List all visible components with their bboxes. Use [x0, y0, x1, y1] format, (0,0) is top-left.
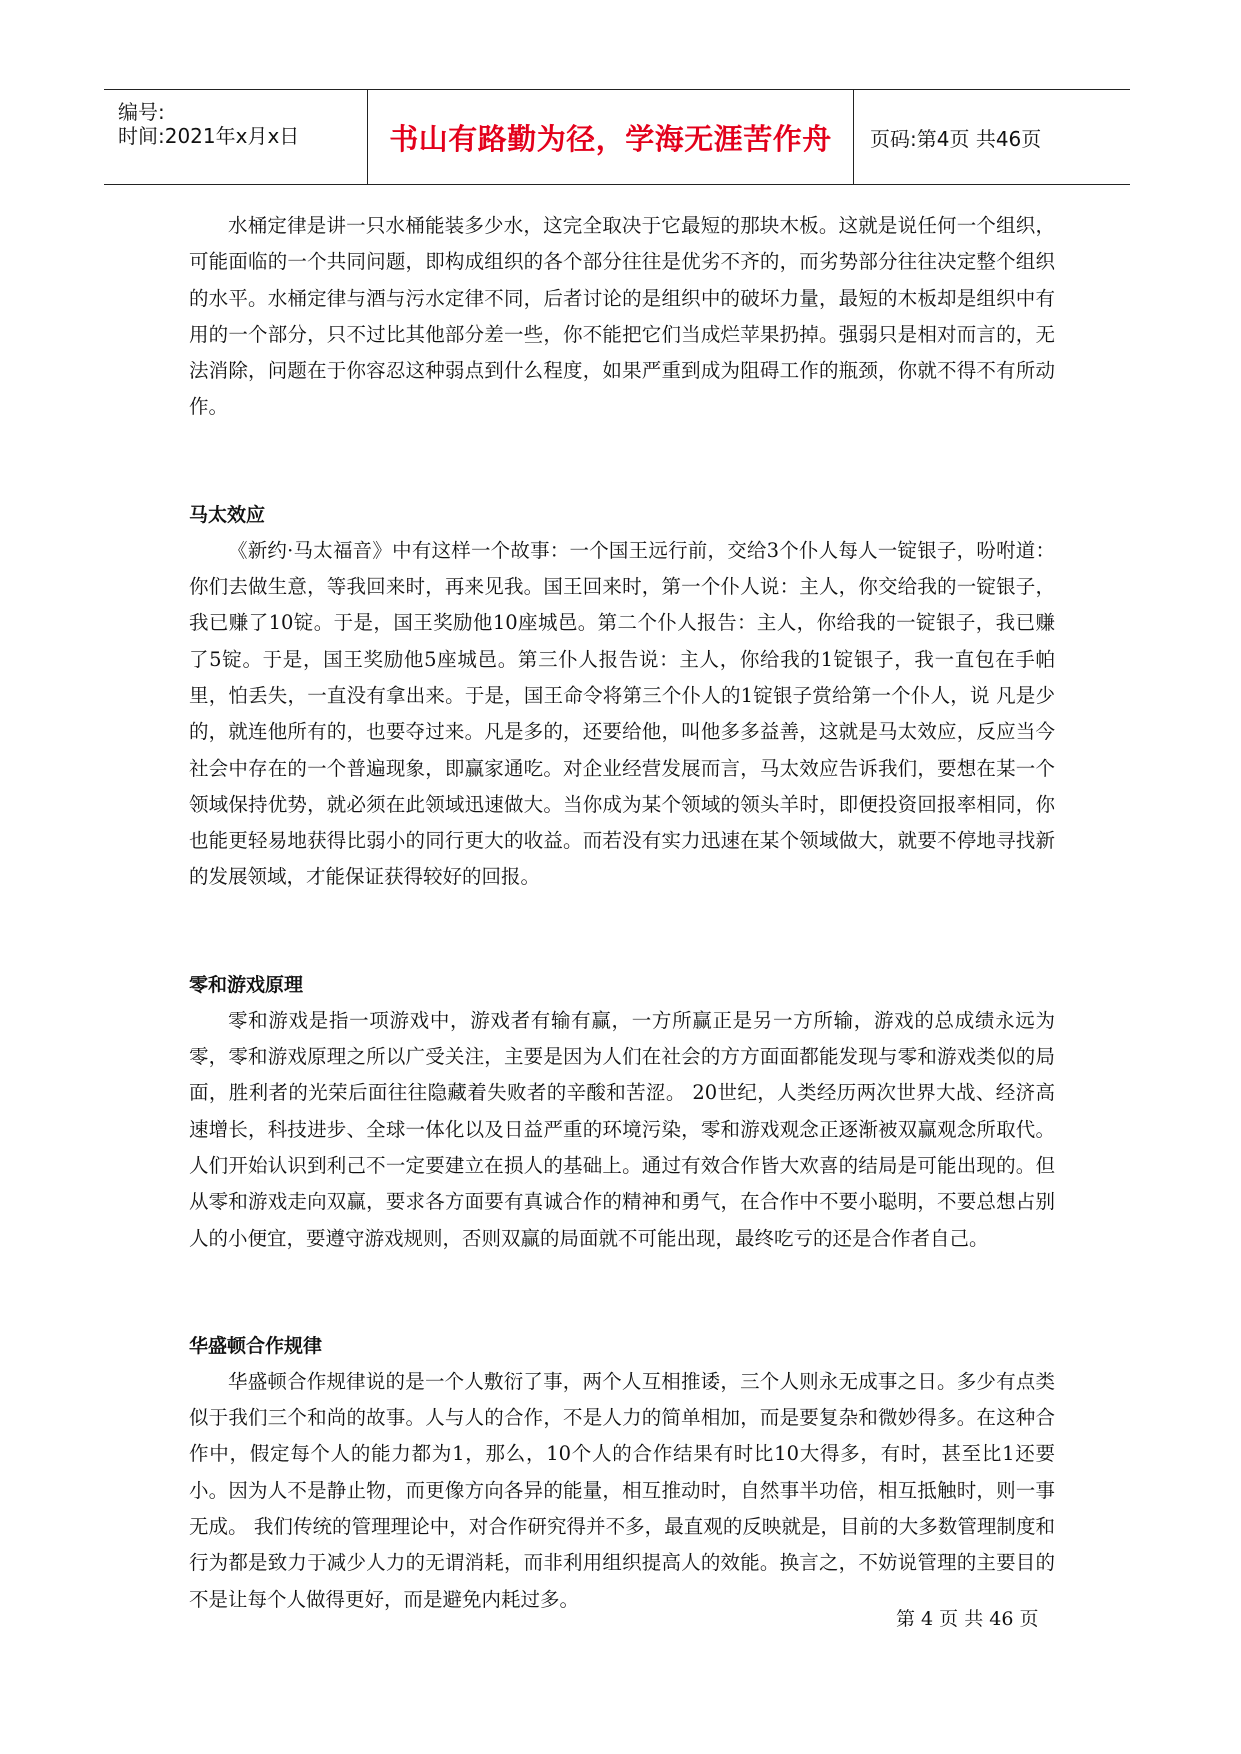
document-number-label: 编号:	[118, 100, 165, 124]
header-motto: 书山有路勤为径，学海无涯苦作舟	[389, 121, 832, 156]
section-heading-matthew-effect: 马太效应	[189, 503, 266, 526]
page-footer-number: 第 4 页 共 46 页	[896, 1608, 1039, 1630]
document-body	[189, 208, 1055, 1618]
header-page-code: 页码:第4页 共46页	[870, 126, 1042, 151]
section-spacer	[189, 426, 1055, 497]
section-spacer	[189, 1257, 1055, 1328]
document-time-label: 时间:2021年x月x日	[118, 124, 300, 148]
section-heading-zero-sum: 零和游戏原理	[189, 973, 304, 996]
page-header	[104, 89, 1130, 185]
section-paragraph-matthew-effect: 《新约·马太福音》中有这样一个故事：一个国王远行前，交给3个仆人每人一锭银子，吩咐道：你们去做生意，等我回来时，再来见我。国王回来时，第一个仆人说：主人，你交给我的一锭银子，我已赚了10锭。于是，国王奖励他10座城邑。第二个仆人报告：主人，你给我的一锭银子，我已赚了5锭。于是，国王奖励他5座城邑。第三仆人报告说：主人，你给我的1锭银子，我一直包在手帕里，怕丢失，一直没有拿出来。于是，国王命令将第三个仆人的1锭银子赏给第一个仆人，说 凡是少的，就连他所有的，也要夺过来。凡是多的，还要给他，叫他多多益善，这就是马太效应，反应当今社会中存在的一个普遍现象，即赢家通吃。对企业经营发展而言，马太效应告诉我们，要想在某一个领域保持优势，就必须在此领域迅速做大。当你成为某个领域的领头羊时，即便投资回报率相同，你也能更轻易地获得比弱小的同行更大的收益。而若没有实力迅速在某个领域做大，就要不停地寻找新的发展领域，才能保证获得较好的回报。	[189, 538, 1055, 889]
header-info-cell	[104, 90, 368, 184]
header-page-cell	[854, 90, 1130, 184]
section-paragraph-zero-sum: 零和游戏是指一项游戏中，游戏者有输有赢，一方所赢正是另一方所输，游戏的总成绩永远为零，零和游戏原理之所以广受关注，主要是因为人们在社会的方方面面都能发现与零和游戏类似的局面，胜利者的光荣后面往往隐藏着失败者的辛酸和苦涩。 20世纪，人类经历两次世界大战、经济高速增长，科技进步、全球一体化以及日益严重的环境污染，零和游戏观念正逐渐被双赢观念所取代。人们开始认识到利己不一定要建立在损人的基础上。通过有效合作皆大欢喜的结局是可能出现的。但从零和游戏走向双赢，要求各方面要有真诚合作的精神和勇气，在合作中不要小聪明，不要总想占别人的小便宜，要遵守游戏规则，否则双赢的局面就不可能出现，最终吃亏的还是合作者自己。	[189, 1008, 1055, 1250]
header-motto-cell	[368, 90, 854, 184]
intro-paragraph: 水桶定律是讲一只水桶能装多少水，这完全取决于它最短的那块木板。这就是说任何一个组织，可能面临的一个共同问题，即构成组织的各个部分往往是优劣不齐的，而劣势部分往往决定整个组织的水平。水桶定律与酒与污水定律不同，后者讨论的是组织中的破坏力量，最短的木板却是组织中有用的一个部分，只不过比其他部分差一些，你不能把它们当成烂苹果扔掉。强弱只是相对而言的，无法消除，问题在于你容忍这种弱点到什么程度，如果严重到成为阻碍工作的瓶颈，你就不得不有所动作。	[189, 214, 1055, 419]
section-spacer	[189, 896, 1055, 967]
section-paragraph-washington-cooperation: 华盛顿合作规律说的是一个人敷衍了事，两个人互相推诿，三个人则永无成事之日。多少有点类似于我们三个和尚的故事。人与人的合作，不是人力的简单相加，而是要复杂和微妙得多。在这种合作中，假定每个人的能力都为1，那么，10个人的合作结果有时比10大得多，有时，甚至比1还要小。因为人不是静止物，而更像方向各异的能量，相互推动时，自然事半功倍，相互抵触时，则一事无成。 我们传统的管理理论中，对合作研究得并不多，最直观的反映就是，目前的大多数管理制度和行为都是致力于减少人力的无谓消耗，而非利用组织提高人的效能。换言之，不妨说管理的主要目的不是让每个人做得更好，而是避免内耗过多。	[189, 1369, 1055, 1611]
section-heading-washington-cooperation: 华盛顿合作规律	[189, 1334, 323, 1357]
